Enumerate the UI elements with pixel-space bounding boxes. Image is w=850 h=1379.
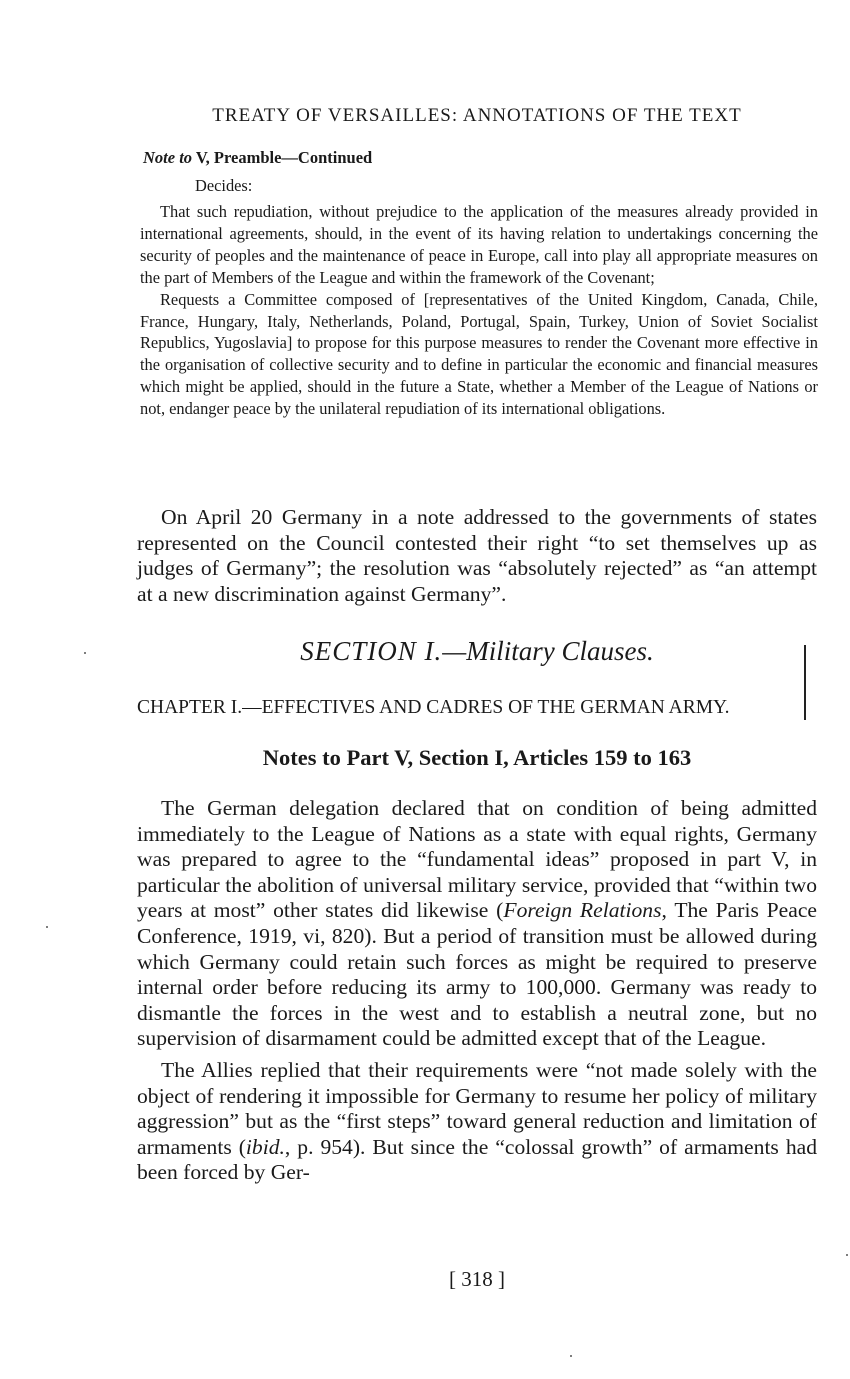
body-text-run: The Allies replied that their requirements were “not made solely with the object of rendering it impossible for Germany to resume her policy of military aggression” but as the “first steps” toward general reduction and limitation of armaments ( (137, 1057, 817, 1159)
scan-speck (84, 652, 86, 654)
scan-speck (570, 1355, 572, 1357)
body-text (137, 796, 817, 1192)
chapter-heading: CHAPTER I.—EFFECTIVES AND CADRES OF THE GERMAN ARMY. (137, 697, 730, 718)
note-heading-bold: V, Preamble—Continued (192, 148, 373, 167)
body-paragraph-2 (137, 1058, 817, 1186)
notes-title: Notes to Part V, Section I, Articles 159 to 163 (262, 745, 692, 770)
scan-speck (846, 1254, 848, 1256)
margin-rule (804, 645, 806, 720)
resolution-paragraph: Requests a Committee composed of [representatives of the United Kingdom, Canada, Chile, France, Hungary, Italy, Netherlands, Poland, Portugal, Spain, Turkey, Union of Soviet Socialist Republics, Yugoslavia] to propose for this purpose measures to render the Covenant more effective in the organisation of collective security and to define in particular the economic and financial measures which might be applied, should in the future a State, whether a Member of the League of Nations or not, endanger peace by the unilateral repudiation of its international obligations. (140, 289, 818, 419)
body-paragraph-1 (137, 796, 817, 1052)
body-text-run: The German delegation declared that on condition of being admitted immediately to the League of Nations as a state with equal rights, Germany was prepared to agree to the “fundamental ideas” proposed in part V, in particular the abolition of universal military service, provided that “within two years at most” other states did likewise ( (137, 796, 817, 923)
section-heading-title: —Military Clauses. (442, 636, 654, 666)
scan-speck (46, 926, 48, 928)
april-paragraph: On April 20 Germany in a note addressed to the governments of states represented on the Council contested their right “to set themselves up as judges of Germany”; the resolution was “absolutely rejected” as “an attempt at a new discrimination against Germany”. (137, 505, 817, 606)
citation-italic: ibid. (245, 1134, 285, 1159)
body-text-run: , p. 954). But since the “colossal growth” of armaments had been forced by Ger- (137, 1134, 817, 1185)
note-heading (143, 148, 372, 168)
running-head: TREATY OF VERSAILLES: ANNOTATIONS OF THE TEXT (212, 105, 742, 126)
resolution-text (140, 201, 818, 420)
body-text-run: , The Paris Peace Conference, 1919, vi, 820). But a period of transition must be allowed during which Germany could retain such forces as might be required to preserve internal order before reducing its army to 100,000. Germany was ready to dismantle the forces in the west and to establish a neutral zone, but no supervision of disarmament could be admitted except that of the League. (137, 898, 818, 1051)
resolution-paragraph: That such repudiation, without prejudice to the application of the measures already provided in international agreements, should, in the event of its having relation to undertakings concerning the security of peoples and the maintenance of peace in Europe, call into play all appropriate measures on the part of Members of the League and within the framework of the Covenant; (140, 202, 818, 287)
decides-label: Decides: (195, 176, 253, 195)
page-number: [ 318 ] (449, 1267, 505, 1291)
section-heading (137, 636, 817, 667)
note-heading-italic: Note to (143, 148, 193, 167)
section-heading-number: SECTION I. (300, 636, 443, 666)
citation-italic: Foreign Relations (503, 898, 662, 923)
